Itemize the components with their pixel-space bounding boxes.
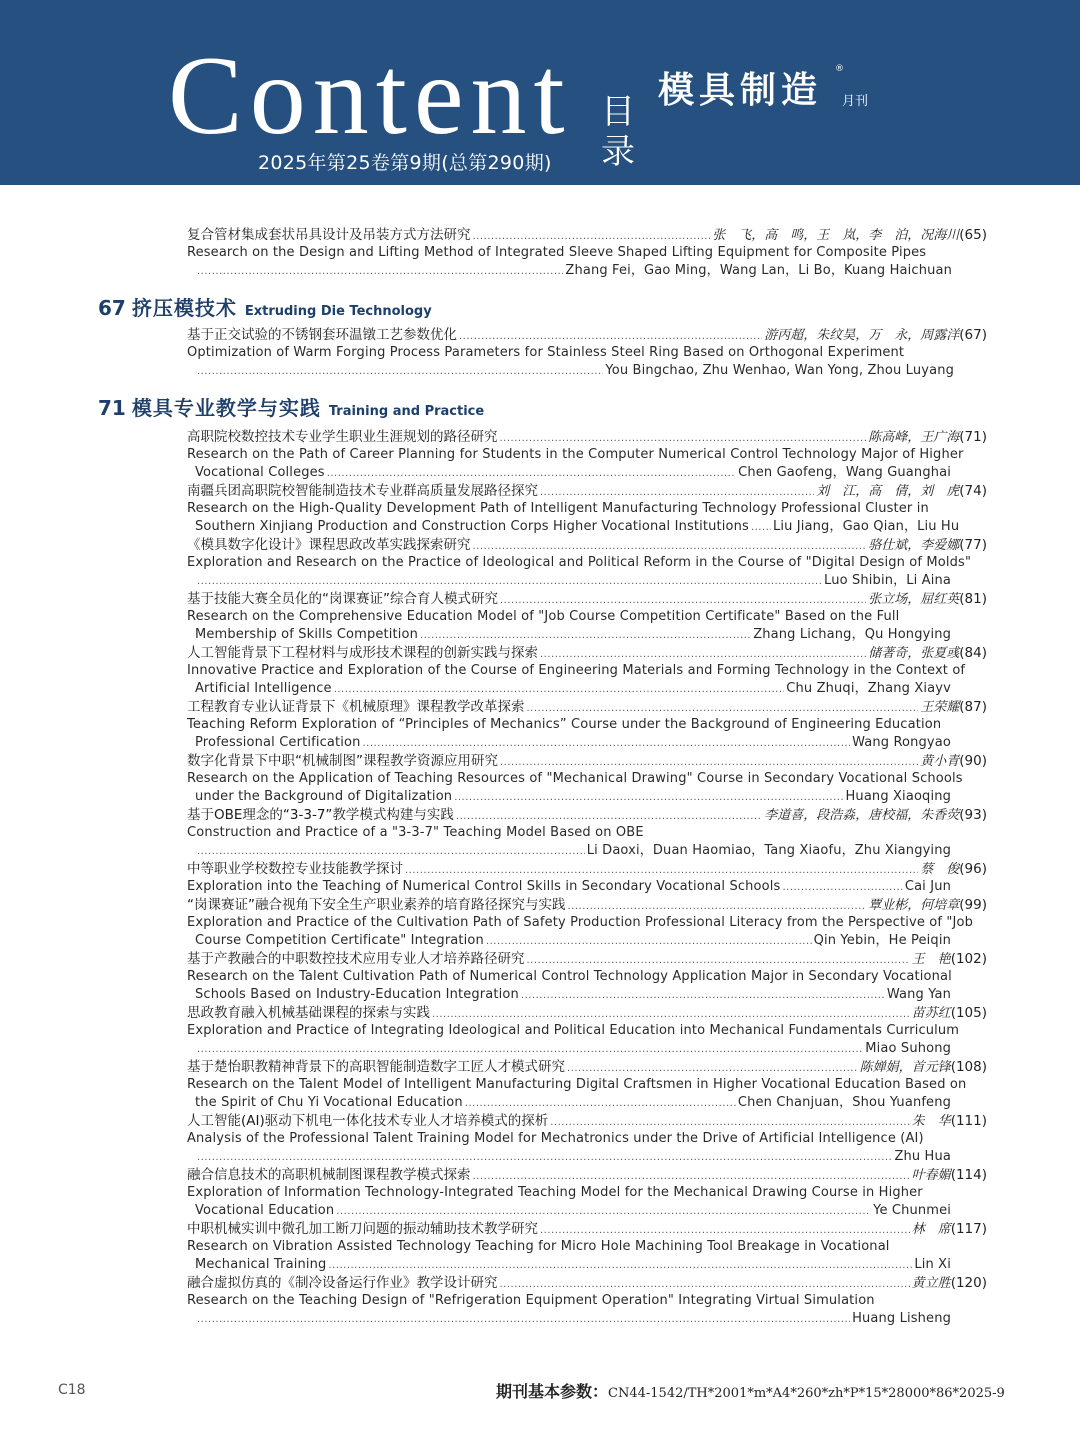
entry-title-en: Exploration and Research on the Practice of Ideological and Political Reform in the Course of "Digital Design of Molds" bbox=[187, 555, 972, 570]
entry-authors-en: Luo Shibin，Li Aina bbox=[824, 573, 951, 588]
toc-entry[interactable] bbox=[187, 806, 987, 860]
entry-title-en-cont: the Spirit of Chu Yi Vocational Education bbox=[195, 1095, 463, 1110]
dot-leader bbox=[197, 363, 603, 380]
section-heading-71 bbox=[98, 390, 1080, 426]
entry-title-zh: 南疆兵团高职院校智能制造技术专业群高质量发展路径探究 bbox=[187, 483, 538, 499]
entry-authors-en: Li Daoxi，Duan Haomiao，Tang Xiaofu，Zhu Xiangying bbox=[586, 843, 951, 858]
toc-entry[interactable] bbox=[187, 1112, 987, 1166]
toc-entry[interactable] bbox=[187, 326, 987, 380]
entry-title-en-cont: Course Competition Certificate" Integration bbox=[195, 933, 484, 948]
entry-title-zh: 基于产教融合的中职数控技术应用专业人才培养路径研究 bbox=[187, 951, 525, 967]
entry-authors-zh: 王荣耀 bbox=[920, 700, 960, 715]
dot-leader bbox=[500, 1276, 910, 1292]
toc-entry[interactable] bbox=[187, 896, 987, 950]
toc-entry[interactable] bbox=[187, 752, 987, 806]
dot-leader bbox=[540, 484, 814, 500]
entry-title-en-cont: Mechanical Training bbox=[195, 1257, 327, 1272]
page-code: C18 bbox=[58, 1382, 86, 1398]
entry-title-zh: 复合管材集成套状吊具设计及吊装方式方法研究 bbox=[187, 227, 471, 243]
dot-leader bbox=[465, 1095, 736, 1112]
entry-title-zh: 融合虚拟仿真的《制冷设备运行作业》教学设计研究 bbox=[187, 1275, 498, 1291]
dot-leader bbox=[197, 1311, 850, 1328]
entry-page: (102) bbox=[950, 951, 987, 967]
section-number: 71 bbox=[98, 396, 126, 420]
params-colon: ： bbox=[592, 1382, 609, 1401]
dot-leader bbox=[521, 987, 885, 1004]
dot-leader bbox=[500, 430, 867, 446]
params-value: CN44-1542/TH*2001*m*A4*260*zh*P*15*28000*86*2025-9 bbox=[608, 1386, 1005, 1401]
entry-title-zh: 基于正交试验的不锈钢套环温镦工艺参数优化 bbox=[187, 327, 457, 343]
entry-title-en: Research on the Teaching Design of "Refrigeration Equipment Operation" Integrating Virtual Simulation bbox=[187, 1293, 875, 1308]
dot-leader bbox=[782, 879, 902, 896]
dot-leader bbox=[454, 789, 843, 806]
toc-entry[interactable] bbox=[187, 536, 987, 590]
entry-title-en-cont: Professional Certification bbox=[195, 735, 361, 750]
toc-entry[interactable] bbox=[187, 1004, 987, 1058]
dot-leader bbox=[459, 328, 762, 344]
entry-title-en-cont: under the Background of Digitalization bbox=[195, 789, 453, 804]
entry-authors-en: Liu Jiang，Gao Qian，Liu Hu bbox=[772, 519, 960, 534]
section-title-en: Training and Practice bbox=[328, 404, 485, 419]
entry-authors-zh: 覃业彬，何培章 bbox=[868, 898, 960, 913]
entry-title-en: Exploration and Practice of the Cultivation Path of Safety Production Professional Literacy from the Perspective of "Job bbox=[187, 915, 973, 930]
entry-authors-en: Miao Suhong bbox=[865, 1041, 951, 1056]
entry-page: (87) bbox=[959, 699, 987, 715]
entry-title-en: Optimization of Warm Forging Process Parameters for Stainless Steel Ring Based on Orthogonal Experiment bbox=[187, 345, 905, 360]
entry-page: (111) bbox=[950, 1113, 987, 1129]
toc-entry[interactable] bbox=[187, 644, 987, 698]
toc-entry[interactable] bbox=[187, 698, 987, 752]
section-title-zh: 模具专业教学与实践 bbox=[131, 396, 321, 420]
entry-title-zh: 人工智能(AI)驱动下机电一体化技术专业人才培养模式的探析 bbox=[187, 1113, 549, 1129]
params-label: 期刊基本参数 bbox=[496, 1382, 593, 1401]
entry-title-zh: 数字化背景下中职“机械制图”课程教学资源应用研究 bbox=[187, 753, 498, 769]
dot-leader bbox=[567, 1060, 858, 1076]
dot-leader bbox=[197, 573, 822, 590]
entry-page: (71) bbox=[959, 429, 987, 445]
toc-entry[interactable] bbox=[187, 1220, 987, 1274]
entry-page: (117) bbox=[950, 1221, 987, 1237]
dot-leader bbox=[432, 1006, 910, 1022]
entry-authors-en: Zhu Hua bbox=[894, 1149, 951, 1164]
entry-title-en-cont: Membership of Skills Competition bbox=[195, 627, 419, 642]
entry-authors-en: Cai Jun bbox=[904, 879, 951, 894]
entry-page: (90) bbox=[959, 753, 987, 769]
entry-page: (74) bbox=[959, 483, 987, 499]
entry-title-en-cont: Vocational Education bbox=[195, 1203, 335, 1218]
entry-page: (114) bbox=[950, 1167, 987, 1183]
entry-title-zh: 中等职业学校数控专业技能教学探讨 bbox=[187, 861, 403, 877]
entry-authors-zh: 储著奇，张夏彧 bbox=[868, 646, 960, 661]
section-71-entries bbox=[0, 428, 1080, 1328]
journal-logo: 模具制造 bbox=[658, 69, 823, 111]
entry-authors-zh: 骆仕斌，李爱娜 bbox=[868, 538, 960, 553]
toc-entry[interactable] bbox=[187, 860, 987, 896]
dot-leader bbox=[550, 1114, 909, 1130]
entry-authors-en: Zhang Lichang，Qu Hongying bbox=[753, 627, 951, 642]
entry-page: (99) bbox=[959, 897, 987, 913]
dot-leader bbox=[197, 1041, 863, 1058]
toc-entry[interactable] bbox=[187, 1058, 987, 1112]
dot-leader bbox=[327, 465, 736, 482]
entry-authors-zh: 刘 江，高 倩，刘 虎 bbox=[816, 484, 960, 499]
dot-leader bbox=[328, 1257, 912, 1274]
entry-page: (96) bbox=[959, 861, 987, 877]
table-of-contents bbox=[0, 226, 1080, 1328]
entry-authors-zh: 张立场，屈红英 bbox=[868, 592, 960, 607]
entry-title-en: Analysis of the Professional Talent Training Model for Mechatronics under the Drive of Artificial Intelligence (AI) bbox=[187, 1131, 924, 1146]
dot-leader bbox=[473, 228, 711, 244]
entry-title-en-cont: Schools Based on Industry-Education Integration bbox=[195, 987, 519, 1002]
entry-authors-en: Wang Yan bbox=[886, 987, 951, 1002]
entry-title-en: Research on the High-Quality Development Path of Intelligent Manufacturing Technology Professional Cluster in bbox=[187, 501, 929, 516]
toc-entry[interactable] bbox=[187, 226, 987, 280]
entry-title-en: Research on the Application of Teaching Resources of "Mechanical Drawing" Course in Secondary Vocational Schools bbox=[187, 771, 963, 786]
dot-leader bbox=[527, 700, 919, 716]
entry-authors-en: Wang Rongyao bbox=[852, 735, 951, 750]
dot-leader bbox=[336, 1203, 871, 1220]
section-title-en: Extruding Die Technology bbox=[244, 304, 432, 319]
section-heading-67 bbox=[98, 290, 1080, 326]
entry-title-en: Construction and Practice of a "3-3-7" Teaching Model Based on OBE bbox=[187, 825, 644, 840]
header-banner bbox=[0, 0, 1080, 185]
entry-title-zh: 基于OBE理念的“3-3-7”教学模式构建与实践 bbox=[187, 807, 454, 823]
entry-authors-en: Qin Yebin，He Peiqin bbox=[813, 933, 951, 948]
entry-title-en-cont: Southern Xinjiang Production and Construction Corps Higher Vocational Institutions bbox=[195, 519, 749, 534]
entry-page: (93) bbox=[959, 807, 987, 823]
entry-title-en: Exploration of Information Technology-Integrated Teaching Model for the Mechanical Drawing Course in Higher bbox=[187, 1185, 923, 1200]
entry-title-zh: 人工智能背景下工程材料与成形技术课程的创新实践与探索 bbox=[187, 645, 538, 661]
entry-authors-zh: 林 席 bbox=[911, 1222, 951, 1237]
entry-authors-en: Huang Lisheng bbox=[852, 1311, 951, 1326]
entry-title-zh: 思政教育融入机械基础课程的探索与实践 bbox=[187, 1005, 430, 1021]
entry-authors-zh: 游丙超，朱纹昊，万 永，周露洋 bbox=[764, 328, 960, 343]
entry-authors-en: Chen Chanjuan，Shou Yuanfeng bbox=[737, 1095, 951, 1110]
entry-page: (108) bbox=[950, 1059, 987, 1075]
dot-leader bbox=[473, 1168, 910, 1184]
entry-authors-en: You Bingchao, Zhu Wenhao, Wan Yong, Zhou Luyang bbox=[605, 363, 954, 378]
entry-page: (81) bbox=[959, 591, 987, 607]
issue-info: 2025年第25卷第9期(总第290期) bbox=[258, 152, 552, 174]
mulu-title: 目录 bbox=[601, 92, 635, 172]
toc-entry[interactable] bbox=[187, 1274, 987, 1328]
entry-title-en-cont: Vocational Colleges bbox=[195, 465, 325, 480]
entry-title-zh: 融合信息技术的高职机械制图课程教学模式探索 bbox=[187, 1167, 471, 1183]
entry-title-en: Teaching Reform Exploration of “Principles of Mechanics” Course under the Background of Engineering Education bbox=[187, 717, 942, 732]
section-title-zh: 挤压模技术 bbox=[131, 296, 237, 320]
dot-leader bbox=[486, 933, 812, 950]
journal-params bbox=[496, 1379, 1005, 1402]
entry-authors-en: Chen Gaofeng，Wang Guanghai bbox=[738, 465, 951, 480]
entry-page: (65) bbox=[959, 227, 987, 243]
toc-entry[interactable] bbox=[187, 590, 987, 644]
entry-title-zh: “岗课赛证”融合视角下安全生产职业素养的培育路径探究与实践 bbox=[187, 897, 566, 913]
entry-title-en: Research on Vibration Assisted Technology Teaching for Micro Hole Machining Tool Breakage in Vocational bbox=[187, 1239, 890, 1254]
entry-title-en: Research on the Talent Cultivation Path of Numerical Control Technology Application Major in Secondary Vocational bbox=[187, 969, 952, 984]
entry-authors-en: Lin Xi bbox=[914, 1257, 951, 1272]
entry-page: (77) bbox=[959, 537, 987, 553]
entry-title-zh: 《模具数字化设计》课程思政改革实践探索研究 bbox=[187, 537, 471, 553]
entry-authors-zh: 朱 华 bbox=[911, 1114, 951, 1129]
dot-leader bbox=[197, 1149, 892, 1166]
content-title: Content bbox=[168, 34, 572, 158]
dot-leader bbox=[456, 808, 762, 824]
entry-title-zh: 高职院校数控技术专业学生职业生涯规划的路径研究 bbox=[187, 429, 498, 445]
entry-authors-zh: 黄立胜 bbox=[911, 1276, 951, 1291]
toc-entry[interactable] bbox=[187, 950, 987, 1004]
entry-page: (84) bbox=[959, 645, 987, 661]
entry-authors-zh: 李道喜，段浩淼，唐校福，朱香荧 bbox=[764, 808, 960, 823]
dot-leader bbox=[500, 754, 918, 770]
entry-page: (105) bbox=[950, 1005, 987, 1021]
entry-title-zh: 工程教育专业认证背景下《机械原理》课程教学改革探索 bbox=[187, 699, 525, 715]
entry-authors-zh: 张 飞，高 鸣，王 岚，李 泊，况海川 bbox=[712, 228, 960, 243]
dot-leader bbox=[363, 735, 851, 752]
entry-authors-zh: 王 艳 bbox=[911, 952, 951, 967]
section-number: 67 bbox=[98, 296, 126, 320]
dot-leader bbox=[197, 263, 563, 280]
entry-title-en: Research on the Design and Lifting Method of Integrated Sleeve Shaped Lifting Equipment for Composite Pipes bbox=[187, 245, 927, 260]
entry-authors-zh: 叶春媚 bbox=[911, 1168, 951, 1183]
dot-leader bbox=[500, 592, 866, 608]
dot-leader bbox=[420, 627, 751, 644]
entry-page: (120) bbox=[950, 1275, 987, 1291]
dot-leader bbox=[405, 862, 918, 878]
dot-leader bbox=[540, 1222, 910, 1238]
dot-leader bbox=[527, 952, 910, 968]
entry-authors-zh: 苗苏红 bbox=[911, 1006, 951, 1021]
dot-leader bbox=[568, 898, 867, 914]
dot-leader bbox=[334, 681, 785, 698]
entry-title-zh: 中职机械实训中微孔加工断刀问题的振动辅助技术教学研究 bbox=[187, 1221, 538, 1237]
entry-title-zh: 基于楚怡职教精神背景下的高职智能制造数字工匠人才模式研究 bbox=[187, 1059, 565, 1075]
entry-title-zh: 基于技能大赛全员化的“岗课赛证”综合育人模式研究 bbox=[187, 591, 498, 607]
entry-authors-en: Huang Xiaoqing bbox=[845, 789, 951, 804]
toc-entry[interactable] bbox=[187, 1166, 987, 1220]
entry-title-en: Innovative Practice and Exploration of the Course of Engineering Materials and Forming Technology in the Context of bbox=[187, 663, 966, 678]
entry-authors-zh: 陈高峰，王广海 bbox=[868, 430, 960, 445]
entry-authors-en: Ye Chunmei bbox=[873, 1203, 951, 1218]
entry-title-en: Research on the Path of Career Planning for Students in the Computer Numerical Control Technology Major of Higher bbox=[187, 447, 964, 462]
dot-leader bbox=[540, 646, 866, 662]
dot-leader bbox=[473, 538, 867, 554]
toc-entry[interactable] bbox=[187, 428, 987, 482]
entry-authors-en: Chu Zhuqi，Zhang Xiayv bbox=[786, 681, 951, 696]
entry-authors-zh: 蔡 俊 bbox=[920, 862, 960, 877]
entry-authors-zh: 陈婵娟，首元锋 bbox=[859, 1060, 951, 1075]
entry-title-en: Exploration and Practice of Integrating Ideological and Political Education into Mechanical Fundamentals Curriculum bbox=[187, 1023, 960, 1038]
dot-leader bbox=[197, 843, 585, 860]
entry-title-en: Research on the Comprehensive Education Model of "Job Course Competition Certificate" Based on the Full bbox=[187, 609, 900, 624]
toc-entry[interactable] bbox=[187, 482, 987, 536]
registered-mark: ® bbox=[835, 64, 844, 74]
entry-title-en: Exploration into the Teaching of Numerical Control Skills in Secondary Vocational Schools bbox=[187, 879, 781, 894]
monthly-label: 月刊 bbox=[842, 94, 869, 109]
entry-authors-en: Zhang Fei，Gao Ming，Wang Lan，Li Bo，Kuang Haichuan bbox=[565, 263, 952, 278]
entry-title-en-cont: Artificial Intelligence bbox=[195, 681, 332, 696]
dot-leader bbox=[751, 519, 771, 536]
entry-page: (67) bbox=[959, 327, 987, 343]
entry-title-en: Research on the Talent Model of Intelligent Manufacturing Digital Craftsmen in Higher Vocational Education Based on bbox=[187, 1077, 967, 1092]
entry-authors-zh: 黄小青 bbox=[920, 754, 960, 769]
